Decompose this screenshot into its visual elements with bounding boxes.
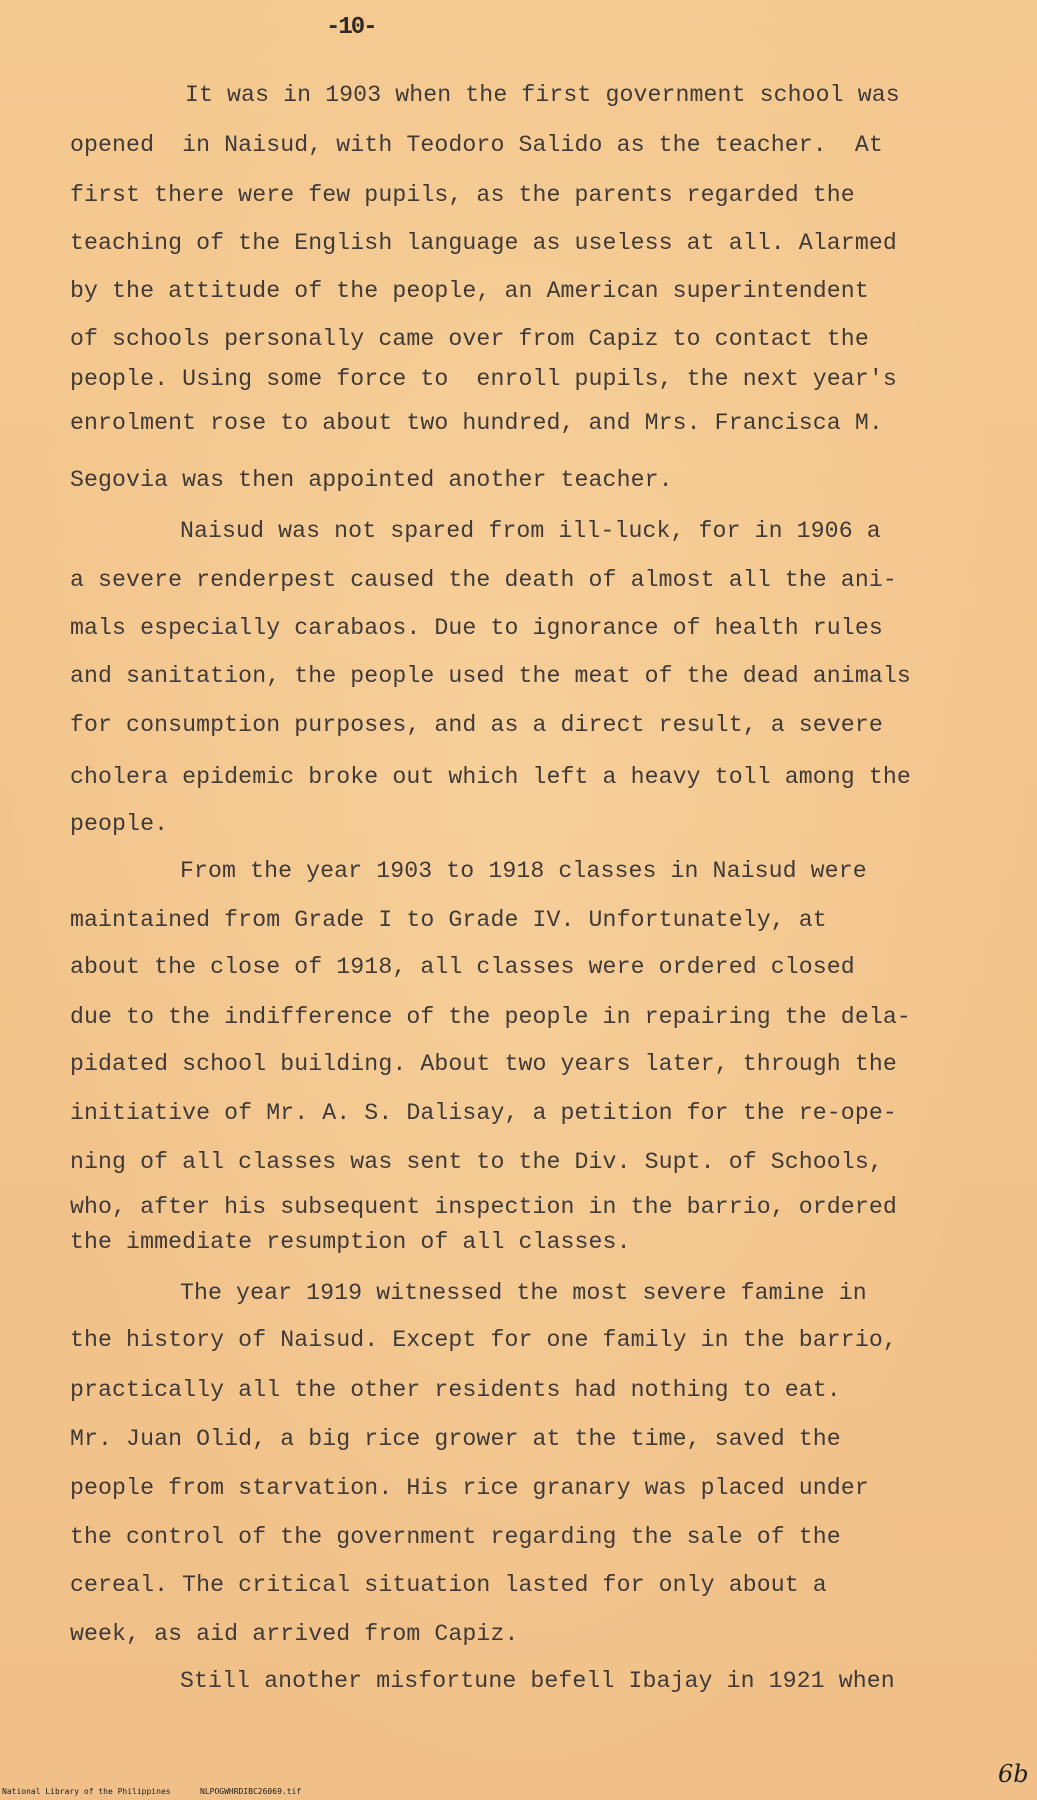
text-line: From the year 1903 to 1918 classes in Naisud were <box>180 858 867 884</box>
text-line: teaching of the English language as useless at all. Alarmed <box>70 230 897 256</box>
text-line: week, as aid arrived from Capiz. <box>70 1621 519 1647</box>
text-line: about the close of 1918, all classes were ordered closed <box>70 954 855 980</box>
text-line: Mr. Juan Olid, a big rice grower at the time, saved the <box>70 1426 841 1452</box>
text-line: cereal. The critical situation lasted for only about a <box>70 1572 827 1598</box>
text-line: The year 1919 witnessed the most severe famine in <box>180 1280 867 1306</box>
footer-library-credit: National Library of the Philippines <box>2 1787 171 1796</box>
text-line: Naisud was not spared from ill-luck, for in 1906 a <box>180 518 881 544</box>
text-line: and sanitation, the people used the meat of the dead animals <box>70 663 911 689</box>
text-line: for consumption purposes, and as a direct result, a severe <box>70 712 883 738</box>
text-line: ning of all classes was sent to the Div. Supt. of Schools, <box>70 1149 883 1175</box>
text-line: the immediate resumption of all classes. <box>70 1229 631 1255</box>
text-line: of schools personally came over from Capiz to contact the <box>70 326 869 352</box>
text-line: It was in 1903 when the first government school was <box>185 82 900 108</box>
text-line: people from starvation. His rice granary was placed under <box>70 1475 869 1501</box>
text-line: the history of Naisud. Except for one family in the barrio, <box>70 1327 897 1353</box>
text-line: pidated school building. About two years later, through the <box>70 1051 897 1077</box>
text-line: practically all the other residents had nothing to eat. <box>70 1377 841 1403</box>
text-line: enrolment rose to about two hundred, and Mrs. Francisca M. <box>70 410 883 436</box>
text-line: the control of the government regarding the sale of the <box>70 1524 841 1550</box>
text-line: opened in Naisud, with Teodoro Salido as the teacher. At <box>70 132 883 158</box>
text-line: by the attitude of the people, an American superintendent <box>70 278 869 304</box>
text-line: cholera epidemic broke out which left a heavy toll among the <box>70 764 911 790</box>
footer-file-name: NLPOGWHRDIBC26069.tif <box>200 1787 302 1796</box>
text-line: Still another misfortune befell Ibajay in 1921 when <box>180 1668 895 1694</box>
text-line: people. Using some force to enroll pupils, the next year's <box>70 366 897 392</box>
text-line: who, after his subsequent inspection in the barrio, ordered <box>70 1194 897 1220</box>
page-number: -10- <box>326 14 376 41</box>
text-line: due to the indifference of the people in repairing the dela- <box>70 1004 911 1030</box>
text-line: people. <box>70 811 169 837</box>
handwritten-page-note: 6b <box>998 1760 1029 1788</box>
text-line: mals especially carabaos. Due to ignorance of health rules <box>70 615 883 641</box>
text-line: a severe renderpest caused the death of almost all the ani- <box>70 567 897 593</box>
text-line: maintained from Grade I to Grade IV. Unfortunately, at <box>70 907 827 933</box>
text-line: first there were few pupils, as the parents regarded the <box>70 182 855 208</box>
text-line: initiative of Mr. A. S. Dalisay, a petition for the re-ope- <box>70 1100 897 1126</box>
text-line: Segovia was then appointed another teacher. <box>70 467 673 493</box>
